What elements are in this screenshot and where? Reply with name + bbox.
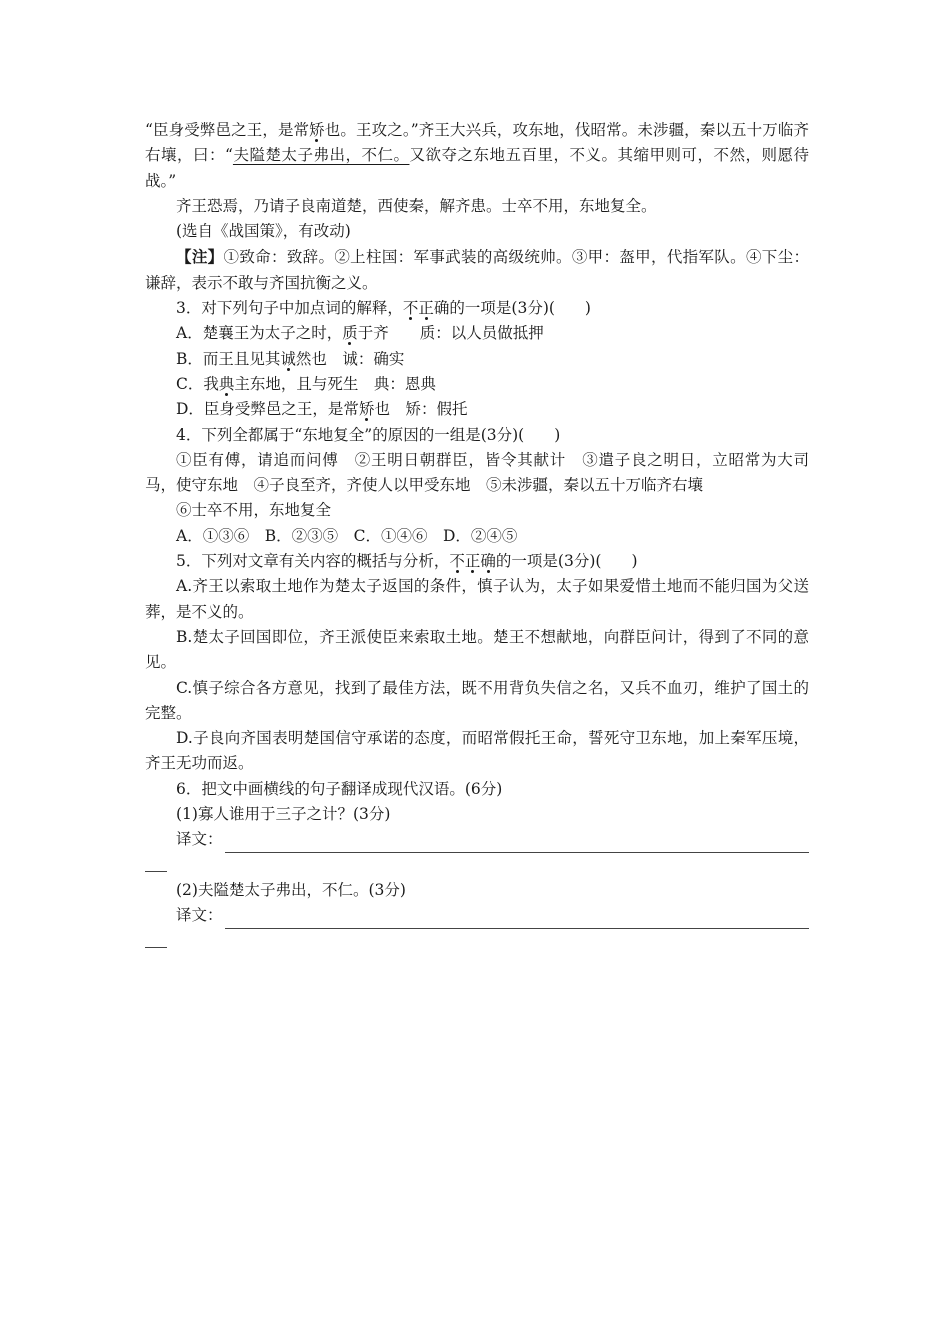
document-body <box>145 118 809 954</box>
translation-label: 译文： <box>176 906 223 925</box>
passage-paragraph-1 <box>145 118 809 194</box>
question-4-stem <box>145 423 809 448</box>
question-3-option-d <box>145 397 809 422</box>
question-3-option-c <box>145 372 809 397</box>
passage-text: 也。王攻之。”齐王大兴兵，攻东地，伐昭常。未涉疆，秦以五十万临齐右壤，曰：“ <box>145 121 809 165</box>
note-text: ①致命：致辞。②上柱国：军事武装的高级统帅。③甲：盔甲，代指军队。④下尘：谦辞，表示不敢与齐国抗衡之义。 <box>145 248 809 292</box>
passage-paragraph-2: 齐王恐焉，乃请子良南道楚，西使秦，解齐患。士卒不用，东地复全。 <box>176 196 657 215</box>
translation-continuation-2 <box>145 929 809 954</box>
question-5-option-b: B.楚太子回国即位，齐王派使臣来索取土地。楚王不想献地，向群臣问计，得到了不同的意见。 <box>145 627 809 672</box>
dotted-character: 不 <box>402 299 419 318</box>
question-3-stem <box>145 296 809 321</box>
option-text: 于齐 质：以人员做抵押 <box>357 324 544 343</box>
question-4-items-last: ⑥士卒不用，东地复全 <box>176 501 332 520</box>
passage-text: “臣身受弊邑之王，是常 <box>145 121 310 139</box>
question-text: ) <box>631 552 638 571</box>
passage-notes <box>145 244 809 296</box>
dotted-character: 不 <box>449 552 465 571</box>
translation-answer-1 <box>145 827 809 852</box>
translation-blank-2[interactable] <box>225 911 809 929</box>
option-text: A．楚襄王为太子之时， <box>176 324 343 343</box>
question-text: 3．对下列句子中加点词的解释， <box>176 299 403 318</box>
translation-label: 译文： <box>176 830 223 849</box>
option-text: 主东地，且与死生 典：恩典 <box>234 374 436 393</box>
question-3-option-b <box>145 347 809 372</box>
question-text: 的一项是(3分)( <box>495 552 602 571</box>
option-text: D．臣身受弊邑之王，是常 <box>176 400 359 419</box>
question-text: ) <box>584 299 591 318</box>
dotted-character: 典 <box>218 374 235 393</box>
dotted-character: 诚 <box>280 349 296 368</box>
dotted-character: 确 <box>480 552 496 571</box>
translation-continuation-1 <box>145 853 809 878</box>
dotted-character: 质 <box>342 324 358 343</box>
translation-blank-tail[interactable] <box>145 937 167 948</box>
underlined-sentence: 夫隘楚太子弗出，不仁。 <box>232 146 410 165</box>
question-6-sub-2: (2)夫隘楚太子弗出，不仁。(3分) <box>176 880 406 899</box>
passage-source: (选自《战国策》，有改动) <box>176 222 351 241</box>
question-text: ) <box>554 425 561 444</box>
translation-blank-1[interactable] <box>225 835 809 853</box>
question-5-option-d: D.子良向齐国表明楚国信守承诺的态度，而昭常假托王命，誓死守卫东地，加上秦军压境，齐王无功而返。 <box>145 729 809 773</box>
option-text: 也 矫：假托 <box>374 400 468 419</box>
question-5-stem <box>145 549 809 574</box>
dotted-character: 正 <box>418 299 434 318</box>
question-5-option-c: C.慎子综合各方意见，找到了最佳方法，既不用背负失信之名，又兵不血刃，维护了国土的完整。 <box>145 678 809 722</box>
translation-answer-2 <box>145 903 809 928</box>
option-text: B．而王且见其 <box>176 349 281 368</box>
question-text: 4．下列全都属于“东地复全”的原因的一组是(3分)( <box>176 425 525 444</box>
question-4-items: ①臣有傅，请追而问傅 ②王明日朝群臣，皆令其献计 ③遣子良之明日，立昭常为大司马，使守东地 ④子良至齐，齐使人以甲受东地 ⑤未涉疆，秦以五十万临齐右壤 <box>145 450 809 495</box>
option-text: C．我 <box>176 374 219 393</box>
dotted-character: 正 <box>464 552 481 571</box>
question-text: 确的一项是(3分)( <box>433 299 555 318</box>
dotted-character: 矫 <box>358 400 375 419</box>
question-text: 5．下列对文章有关内容的概括与分析， <box>176 552 450 571</box>
question-4-options: A．①③⑥ B．②③⑤ C．①④⑥ D．②④⑤ <box>176 526 518 545</box>
translation-blank-tail[interactable] <box>145 861 167 872</box>
option-text: 然也 诚：确实 <box>295 349 405 368</box>
question-6-stem: 6．把文中画横线的句子翻译成现代汉语。(6分) <box>176 779 503 798</box>
passage-text: 又欲夺之东地五百里，不义。其缩甲则可，不然，则愿待战。” <box>145 146 809 190</box>
question-6-sub-1: (1)寡人谁用于三子之计？(3分) <box>176 805 391 824</box>
dotted-character: 矫 <box>309 121 325 139</box>
question-3-option-a <box>145 321 809 346</box>
question-5-option-a: A.齐王以索取土地作为楚太子返国的条件，慎子认为，太子如果爱惜土地而不能归国为父送葬，是不义的。 <box>145 577 809 621</box>
note-label: 【注】 <box>176 247 224 267</box>
